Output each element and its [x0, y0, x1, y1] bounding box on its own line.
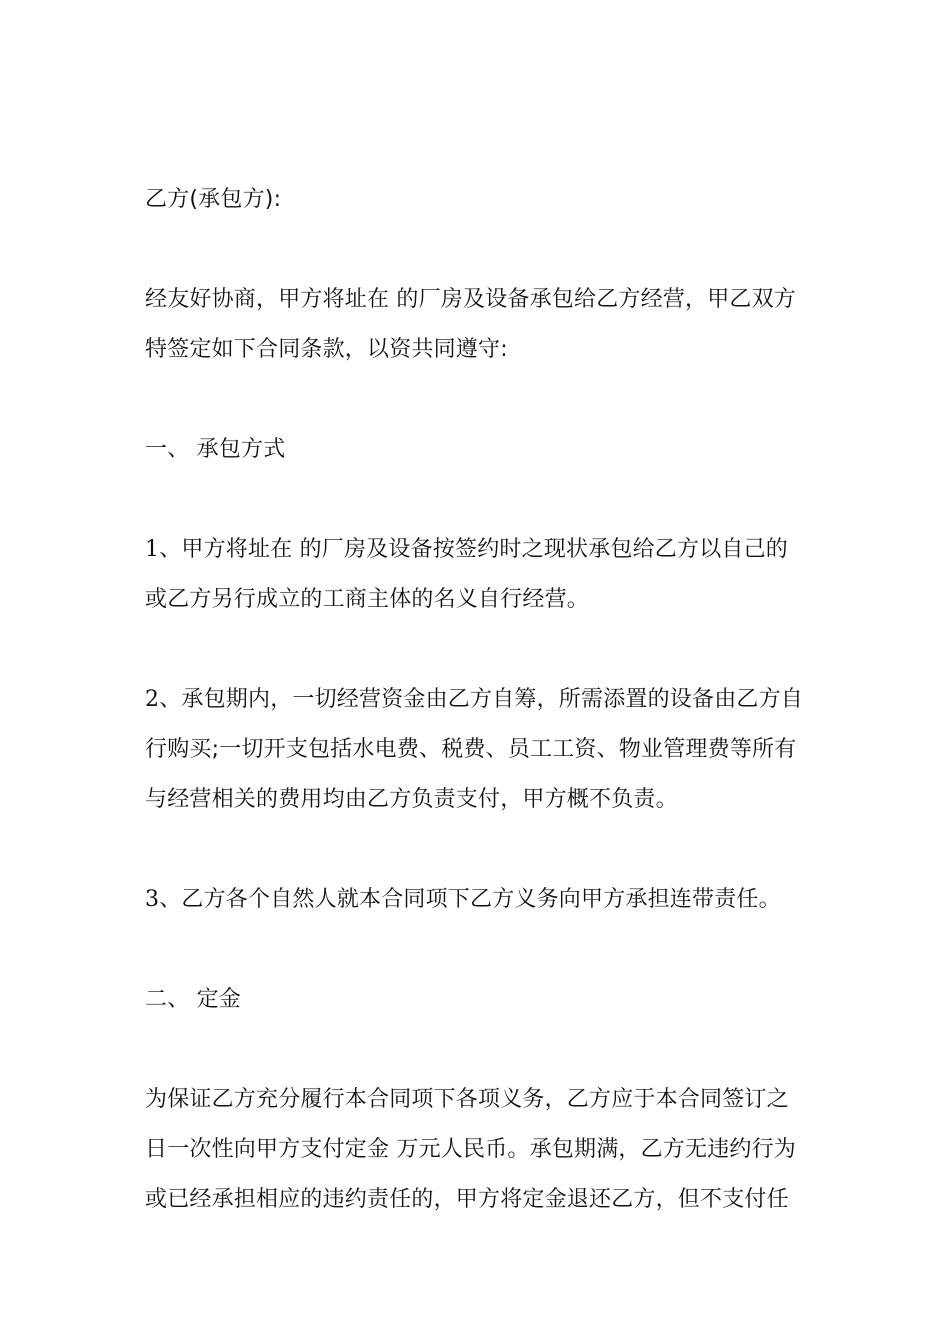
intro-line-2: 特签定如下合同条款，以资共同遵守: [145, 337, 508, 362]
clause-2-text-1: 、承包期内，一切经营资金由乙方自筹，所需添置的设备由乙方自 [159, 687, 804, 712]
clause-2-line-1 [145, 685, 815, 715]
clause-3-line-1 [145, 885, 815, 915]
clause-1-text-1: 、甲方将址在 的厂房及设备按签约时之现状承包给乙方以自己的 [159, 537, 788, 562]
deposit-line-3: 或已经承担相应的违约责任的，甲方将定金退还乙方，但不支付任 [145, 1187, 789, 1212]
clause-2-number: 2 [145, 687, 160, 712]
clause-3-text-1: 、乙方各个自然人就本合同项下乙方义务向甲方承担连带责任。 [159, 887, 781, 912]
clause-2-line-2: 行购买;一切开支包括水电费、税费、员工工资、物业管理费等所有 [145, 737, 797, 762]
party-b-line: 乙方(承包方): [145, 187, 282, 212]
clause-3-number: 3 [145, 887, 160, 912]
section-1-heading: 一、 承包方式 [145, 437, 286, 462]
clause-1-line-2: 或乙方另行成立的工商主体的名义自行经营。 [145, 587, 590, 612]
deposit-line-1: 为保证乙方充分履行本合同项下各项义务，乙方应于本合同签订之 [145, 1087, 789, 1112]
clause-2-line-3: 与经营相关的费用均由乙方负责支付，甲方概不负责。 [145, 787, 678, 812]
clause-1-number: 1 [145, 537, 160, 562]
deposit-line-2: 日一次性向甲方支付定金 万元人民币。承包期满，乙方无违约行为 [145, 1137, 796, 1162]
intro-line-1: 经友好协商，甲方将址在 的厂房及设备承包给乙方经营，甲乙双方 [145, 287, 796, 312]
section-2-heading: 二、 定金 [145, 987, 241, 1012]
clause-1-line-1 [145, 535, 815, 565]
